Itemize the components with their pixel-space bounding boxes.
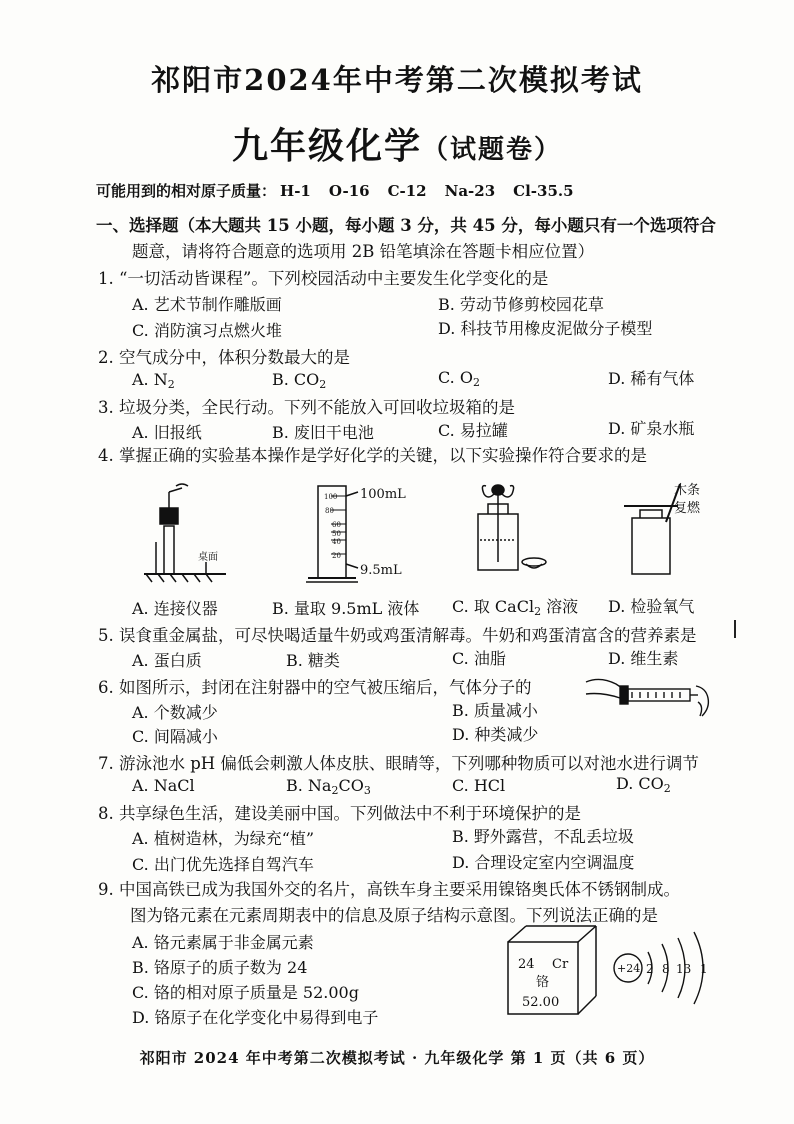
q7-b-text: B. Na <box>286 776 332 795</box>
section-heading-line2: 题意，请将符合题意的选项用 2B 铅笔填涂在答题卡相应位置） <box>132 242 595 261</box>
q4-figures <box>136 482 736 592</box>
q4-stem: 4. 掌握正确的实验基本操作是学好化学的关键，以下实验操作符合要求的是 <box>98 446 647 465</box>
cell-atomic-number: 24 <box>518 957 535 972</box>
q4-option-d: D. 检验氧气 <box>608 597 695 616</box>
q4-option-a: A. 连接仪器 <box>132 599 218 618</box>
q4-option-b: B. 量取 9.5mL 液体 <box>272 599 420 618</box>
q2-option-d: D. 稀有气体 <box>608 369 695 388</box>
paper-subtitle <box>0 118 794 169</box>
q6-option-d: D. 种类减少 <box>452 725 539 744</box>
q4-option-c <box>452 594 578 618</box>
figure-c-dropper-bottle <box>478 485 546 570</box>
cell-atomic-mass: 52.00 <box>522 995 560 1010</box>
q9-option-a: A. 铬元素属于非金属元素 <box>132 933 314 952</box>
q6-option-c: C. 间隔减小 <box>132 727 218 746</box>
q6-option-a: A. 个数减少 <box>132 703 218 722</box>
paper-type: （试题卷） <box>422 135 563 165</box>
q3-option-d: D. 矿泉水瓶 <box>608 419 695 438</box>
q3-stem: 3. 垃圾分类，全民行动。下列不能放入可回收垃圾箱的是 <box>98 398 515 417</box>
q5-option-a: A. 蛋白质 <box>132 651 202 670</box>
q9-figures <box>500 920 740 1020</box>
q5-option-d: D. 维生素 <box>608 649 679 668</box>
cell-element-name: 铬 <box>536 975 550 990</box>
q1-option-b: B. 劳动节修剪校园花草 <box>438 295 604 314</box>
q7-d-text: D. CO <box>616 774 664 793</box>
mass-c: C-12 <box>387 182 427 200</box>
q1-option-d: D. 科技节用橡皮泥做分子模型 <box>438 319 653 338</box>
q2-c-sub: 2 <box>472 376 480 389</box>
q7-d-sub: 2 <box>663 782 671 795</box>
q7-option-b <box>286 776 371 797</box>
figure-d-label-rekindle: 复燃 <box>674 501 701 516</box>
q3-option-c: C. 易拉罐 <box>438 421 508 440</box>
q5-stem: 5. 误食重金属盐，可尽快喝适量牛奶或鸡蛋清解毒。牛奶和鸡蛋清富含的营养素是 <box>98 626 697 645</box>
q7-option-a: A. NaCl <box>132 776 195 795</box>
q1-option-c: C. 消防演习点燃火堆 <box>132 321 282 340</box>
q7-option-c: C. HCl <box>452 776 506 795</box>
shell-3-electrons: 13 <box>676 962 692 976</box>
page-footer: 祁阳市 2024 年中考第二次模拟考试 · 九年级化学 第 1 页（共 6 页） <box>139 1049 655 1067</box>
q2-option-c <box>438 368 480 389</box>
figure-b-tick-50: 50 <box>332 530 341 538</box>
q8-stem: 8. 共享绿色生活，建设美丽中国。下列做法中不利于环境保护的是 <box>98 804 581 823</box>
figure-b-label-9-5ml: 9.5mL <box>360 563 402 578</box>
q2-option-b <box>272 370 326 391</box>
cell-symbol: Cr <box>552 957 569 972</box>
atomic-masses <box>96 180 592 201</box>
mass-cl: Cl-35.5 <box>513 182 574 200</box>
q9-option-d: D. 铬原子在化学变化中易得到电子 <box>132 1008 379 1027</box>
q8-option-a: A. 植树造林，为绿充“植” <box>132 829 315 848</box>
section-heading-line1: 一、选择题（本大题共 15 小题，每小题 3 分，共 45 分，每小题只有一个选项符合 <box>96 216 716 235</box>
q2-a-sub: 2 <box>167 378 175 391</box>
q9-option-b: B. 铬原子的质子数为 24 <box>132 958 308 977</box>
q2-b-sub: 2 <box>319 378 327 391</box>
shell-4-electrons: 1 <box>700 962 708 976</box>
q9-option-c: C. 铬的相对原子质量是 52.00g <box>132 983 359 1002</box>
subject-title: 九年级化学 <box>231 125 422 167</box>
q6-stem: 6. 如图所示，封闭在注射器中的空气被压缩后，气体分子的 <box>98 678 532 697</box>
figure-d-oxygen-test <box>624 484 680 574</box>
figure-d-label-splint: 木条 <box>674 483 701 498</box>
q8-option-b: B. 野外露营，不乱丢垃圾 <box>452 827 634 846</box>
q5-option-c: C. 油脂 <box>452 649 506 668</box>
mass-o: O-16 <box>328 182 370 200</box>
figure-b-tick-60: 60 <box>332 521 341 529</box>
q2-a-text: A. N <box>132 370 168 389</box>
q6-option-b: B. 质量减小 <box>452 701 538 720</box>
figure-b-label-100ml: 100mL <box>360 487 406 502</box>
mass-h: H-1 <box>280 182 311 200</box>
q7-stem: 7. 游泳池水 pH 偏低会刺激人体皮肤、眼睛等，下列哪种物质可以对池水进行调节 <box>98 754 699 773</box>
atomic-masses-label: 可能用到的相对原子质量： <box>96 182 277 200</box>
q7-option-d <box>616 774 671 795</box>
figure-b-tick-40: 40 <box>332 538 341 546</box>
q9-stem-line1: 9. 中国高铁已成为我国外交的名片，高铁车身主要采用镍铬奥氏体不锈钢制成。 <box>98 880 680 899</box>
nucleus-charge: +24 <box>617 962 641 975</box>
q1-stem: 1. “一切活动皆课程”。下列校园活动中主要发生化学变化的是 <box>98 269 549 288</box>
q8-option-c: C. 出门优先选择自驾汽车 <box>132 855 314 874</box>
q9-stem-line2: 图为铬元素在元素周期表中的信息及原子结构示意图。下列说法正确的是 <box>130 906 658 925</box>
shell-2-electrons: 8 <box>662 962 670 976</box>
q5-option-b: B. 糖类 <box>286 651 340 670</box>
q4-c-sub: 2 <box>534 605 542 618</box>
q1-option-a: A. 艺术节制作雕版画 <box>132 295 282 314</box>
q2-option-a <box>132 370 175 391</box>
q3-option-b: B. 废旧干电池 <box>272 423 374 442</box>
exam-title: 祁阳市2024年中考第二次模拟考试 <box>151 63 643 97</box>
figure-b-tick-80: 80 <box>325 507 334 515</box>
q2-b-text: B. CO <box>272 370 320 389</box>
q6-syringe-figure <box>582 672 722 720</box>
q7-b-sub2: 3 <box>363 784 371 797</box>
q7-b-text-mid: CO <box>338 776 364 795</box>
q4-c-text: C. 取 CaCl <box>452 597 535 616</box>
q2-stem: 2. 空气成分中，体积分数最大的是 <box>98 348 350 367</box>
mass-na: Na-23 <box>444 182 496 200</box>
q3-option-a: A. 旧报纸 <box>132 423 202 442</box>
q2-c-text: C. O <box>438 368 473 387</box>
q7-b-sub1: 2 <box>331 784 339 797</box>
shell-1-electrons: 2 <box>646 962 654 976</box>
q8-option-d: D. 合理设定室内空调温度 <box>452 853 635 872</box>
margin-mark <box>734 620 736 638</box>
q4-c-text-end: 溶液 <box>541 597 579 616</box>
figure-b-tick-20: 20 <box>332 552 341 560</box>
figure-b-tick-100: 100 <box>324 493 338 501</box>
figure-a-table-label: 桌面 <box>198 552 218 563</box>
figure-a-connecting-apparatus <box>144 484 226 582</box>
